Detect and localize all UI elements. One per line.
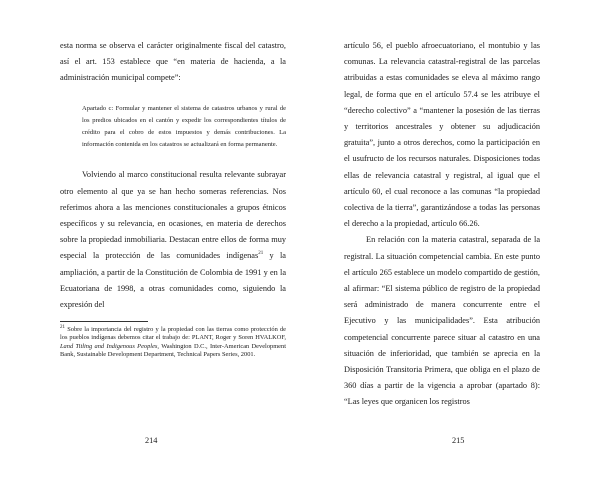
footnote-text-b: , Washington D.C., Inter-American Development Bank, Sustainable Development Department, Technical Papers Series, 2001.	[60, 342, 286, 358]
footnote-number: 21	[60, 325, 65, 331]
right-page	[300, 0, 600, 479]
left-paragraph-2-part-a: Volviendo al marco constitucional resulta relevante subrayar otro elemento al que ya se han hecho someras referencias. Nos referimos ahora a las menciones constitucionales a grupos étnicos específicos y su relevancia, en ocasiones, en materia de derechos sobre la propiedad inmobiliaria. Destacan entre ellos de forma muy especial la protección de las comunidades indígenas	[60, 170, 286, 261]
left-page-number: 214	[145, 436, 158, 445]
left-paragraph-1: esta norma se observa el carácter originalmente fiscal del catastro, así el art. 153 establece que “en materia de hacienda, a la administración municipal compete”:	[60, 41, 286, 83]
right-paragraph-1: artículo 56, el pueblo afroecuatoriano, el montubio y las comunas. La relevancia catastral-registral de las parcelas atribuidas a estas comunidades se eleva al máximo rango legal, de forma que en el artículo 57.4 se les atribuye el “derecho colectivo” a “mantener la posesión de las tierras y territorios ancestrales y obtener su adjudicación gratuita”, junto a otros derechos, como la participación en el usufructo de los recursos naturales. Disposiciones todas ellas de relevancia catastral y registral, al igual que el artículo 60, el cual reconoce a las comunas “la propiedad colectiva de la tierra”, garantizándose a todas las personas el derecho a la propiedad, artículo 66.26.	[344, 41, 540, 229]
footnote-title: Land Titling and Indigenous Peoples	[60, 342, 158, 350]
right-page-number: 215	[452, 436, 465, 445]
footnote	[60, 326, 286, 359]
left-paragraph-2-part-b: y la ampliación, a partir de la Constitución de Colombia de 1991 y en la Ecuatoriana de 1998, a otras comunidades como, siguiendo la expresión del	[60, 251, 286, 310]
right-paragraph-2: En relación con la materia catastral, separada de la registral. La situación competencial cambia. En este punto el artículo 265 establece un modelo compartido de gestión, al afirmar: “El sistema público de registro de la propiedad será administrado de manera concurrente entre el Ejecutivo y las municipalidades”. Esta atribución competencial concurrente parece situar al catastro en una situación de inferioridad, que también se aprecia en la Disposición Transitoria Primera, que obliga en el plazo de 360 días a partir de la vigencia a aprobar (apartado 8): “Las leyes que organicen los registros	[344, 235, 540, 407]
footnote-rule	[60, 321, 148, 322]
left-paragraph-2	[60, 167, 286, 313]
footnote-reference: 21	[258, 251, 264, 257]
legal-quote: Apartado c: Formular y mantener el sistema de catastros urbanos y rural de los predios ubicados en el cantón y expedir los correspondientes títulos de crédito para el cobro de estos impuestos y demás contribuciones. La información contenida en los catastros se actualizará en forma permanente.	[82, 104, 286, 149]
footnote-text-a: Sobre la importancia del registro y la propiedad con las tierras como protección de los pueblos indígenas debemos citar el trabajo de: PLANT, Roger y Soren HVALKOF,	[60, 326, 286, 342]
